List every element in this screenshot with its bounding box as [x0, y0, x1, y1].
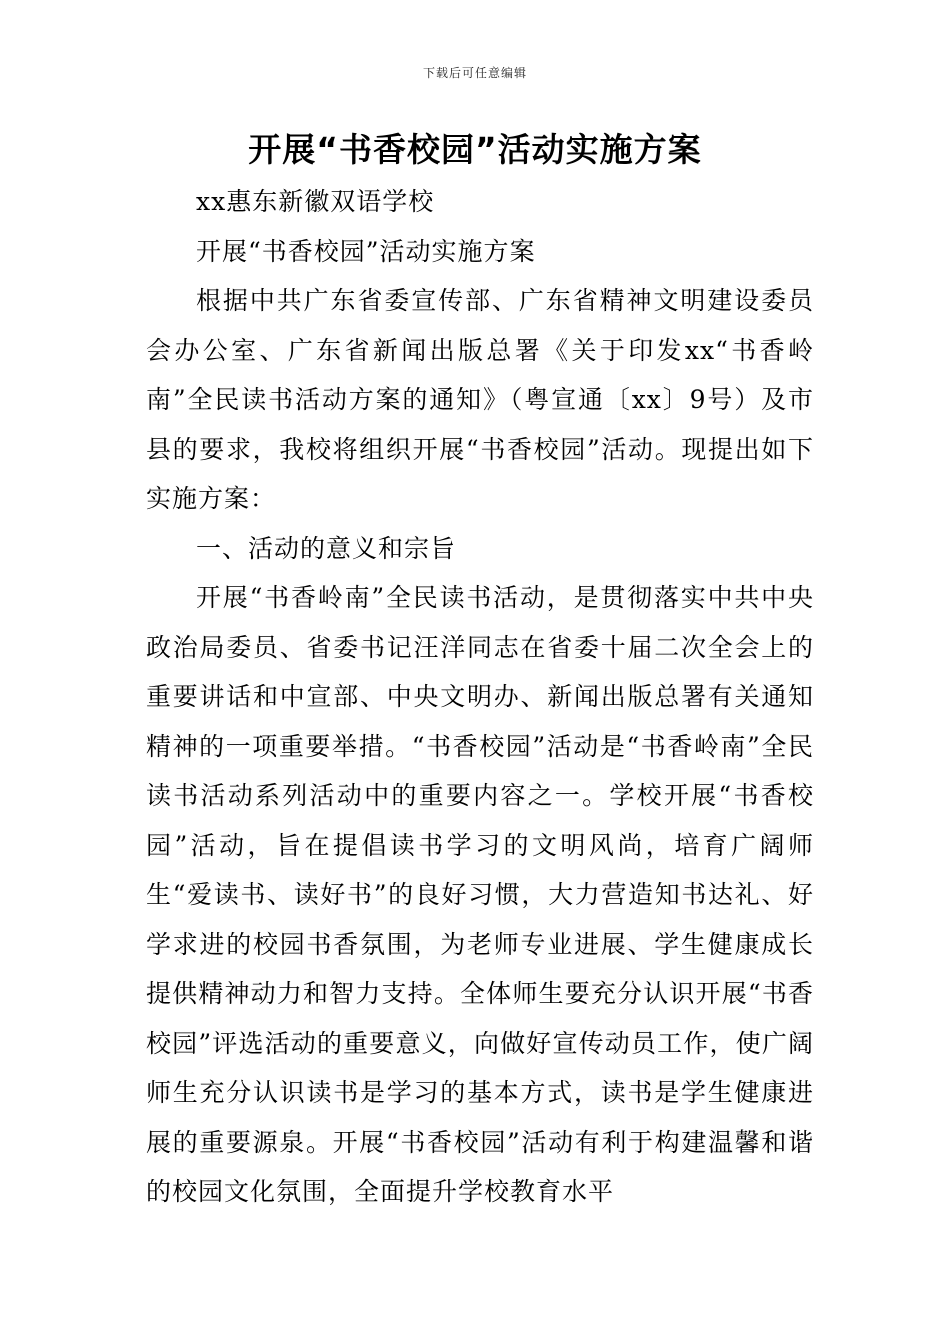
document-title: 开展“书香校园”活动实施方案 — [248, 130, 702, 169]
subtitle-line: 开展“书香校园”活动实施方案 — [196, 236, 536, 266]
section-paragraph: 开展“书香岭南”全民读书活动，是贯彻落实中共中央政治局委员、省委书记汪洋同志在省委十届二次全会上的重要讲话和中宣部、中央文明办、新闻出版总署有关通知精神的一项重要举措。“书香校园”活动是“书香岭南”全民读书活动系列活动中的重要内容之一。学校开展“书香校园”活动，旨在提倡读书学习的文明风尚，培育广阔师生“爱读书、读好书”的良好习惯，大力营造知书达礼、好学求进的校园书香氛围，为老师专业进展、学生健康成长提供精神动力和智力支持。全体师生要充分认识开展“书香校园”评选活动的重要意义，向做好宣传动员工作，使广阔师生充分认识读书是学习的基本方式，读书是学生健康进展的重要源泉。开展“书香校园”活动有利于构建温馨和谐的校园文化氛围，全面提升学校教育水平 — [146, 583, 814, 1206]
document-body — [146, 177, 814, 1217]
header-note: 下载后可任意编辑 — [422, 66, 527, 80]
intro-paragraph: 根据中共广东省委宣传部、广东省精神文明建设委员会办公室、广东省新闻出版总署《关于印发xx“书香岭南”全民读书活动方案的通知》（粤宣通〔xx〕9号）及市县的要求，我校将组织开展“书香校园”活动。现提出如下实施方案： — [146, 286, 814, 513]
section-heading: 一、活动的意义和宗旨 — [196, 533, 457, 563]
school-name-line: xx惠东新徽双语学校 — [196, 187, 435, 216]
